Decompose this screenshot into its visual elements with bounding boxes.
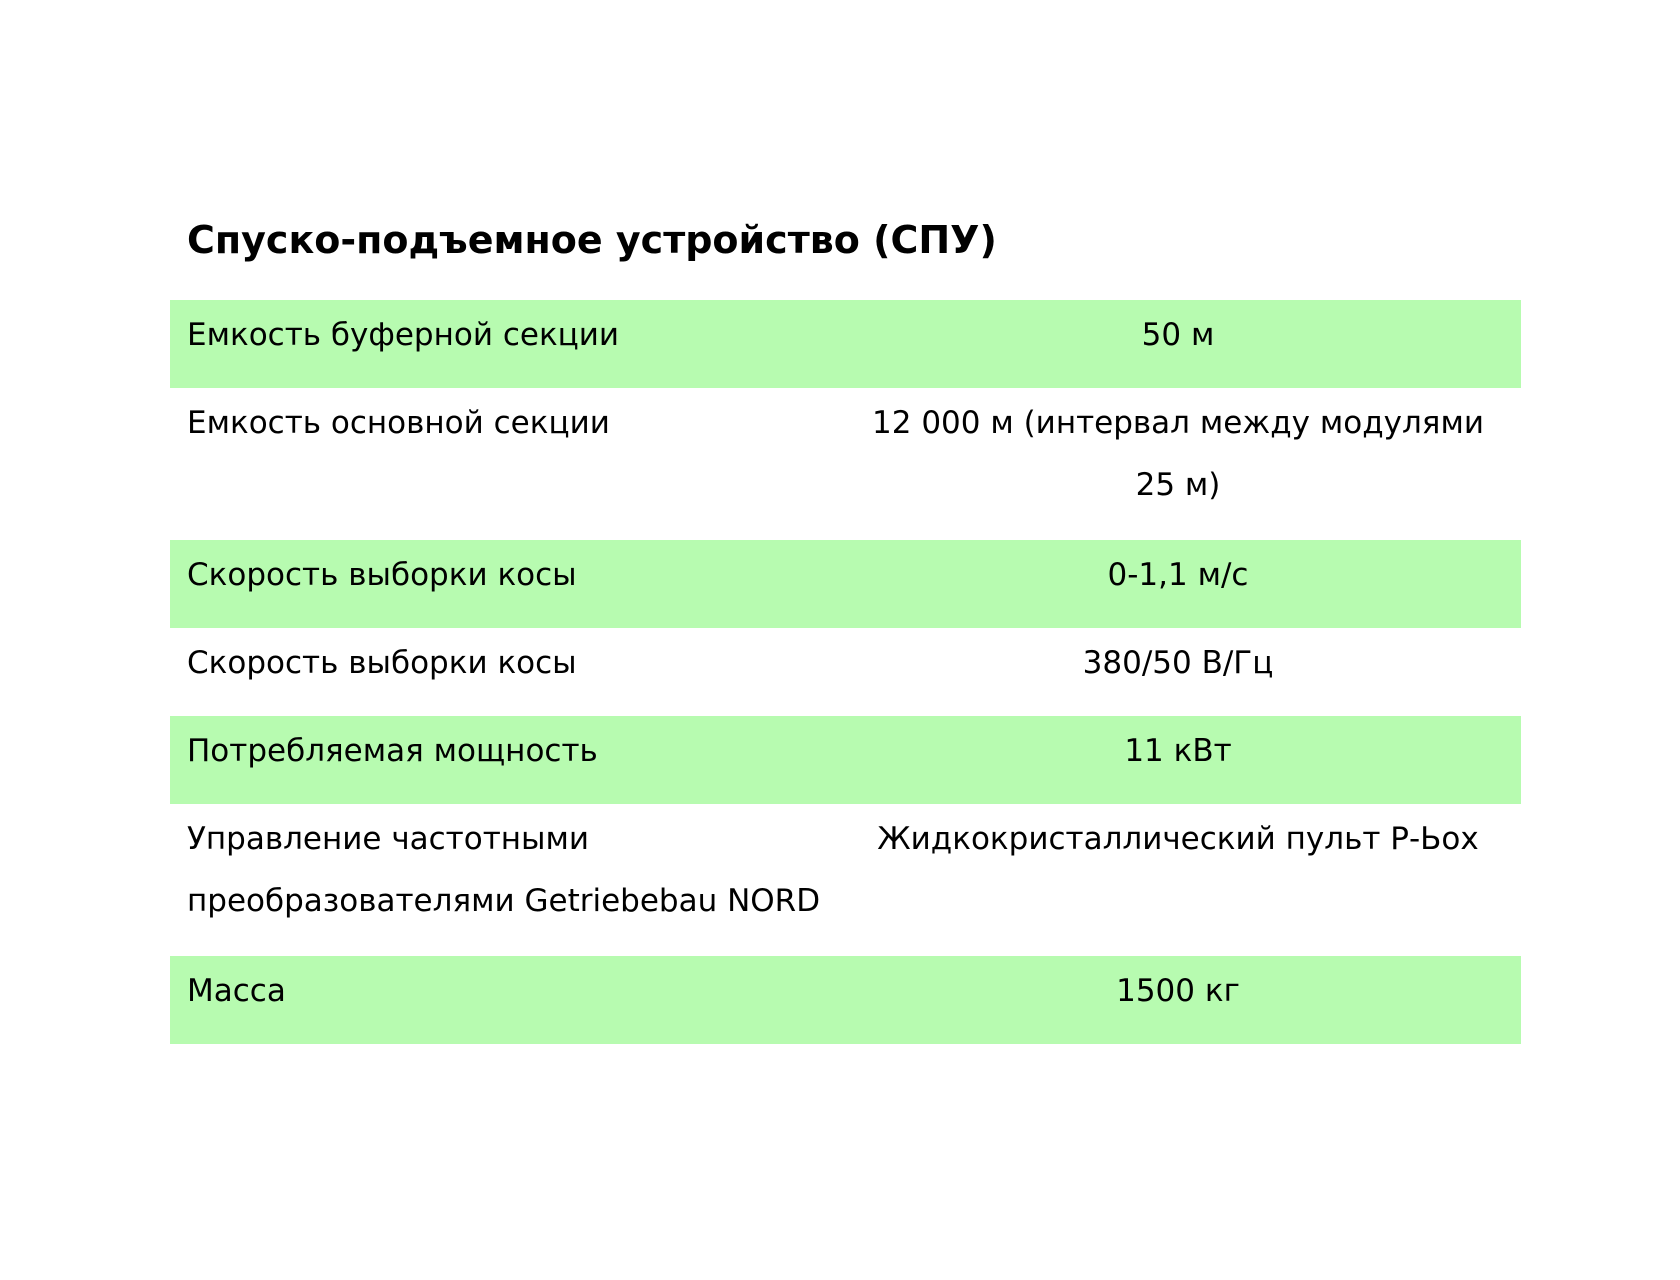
row-value: 11 кВт — [1124, 733, 1232, 769]
table-row — [170, 804, 1521, 956]
page-title: Спуско-подъемное устройство (СПУ) — [187, 218, 997, 262]
row-value: 0-1,1 м/с — [1107, 557, 1249, 593]
row-label: Масса — [187, 973, 286, 1009]
table-row — [170, 300, 1521, 388]
row-label: Потребляемая мощность — [187, 733, 598, 769]
table-row — [170, 628, 1521, 716]
row-value: 1500 кг — [1116, 973, 1240, 1009]
row-label: Скорость выборки косы — [187, 645, 577, 681]
table-row — [170, 956, 1521, 1044]
row-label: Управление частотными преобразователями Getriebebau NORD — [187, 821, 821, 919]
row-value: 380/50 В/Гц — [1082, 645, 1274, 681]
row-value: 50 м — [1141, 317, 1215, 353]
table-row — [170, 716, 1521, 804]
row-label: Емкость буферной секции — [187, 317, 620, 353]
row-label: Скорость выборки косы — [187, 557, 577, 593]
spec-table — [170, 300, 1521, 1044]
row-value: Жидкокристаллический пульт Р-Ьох — [877, 821, 1479, 857]
row-value: 12 000 м (интервал между модулями 25 м) — [872, 405, 1484, 503]
table-row — [170, 540, 1521, 628]
row-label: Емкость основной секции — [187, 405, 610, 441]
table-row — [170, 388, 1521, 540]
